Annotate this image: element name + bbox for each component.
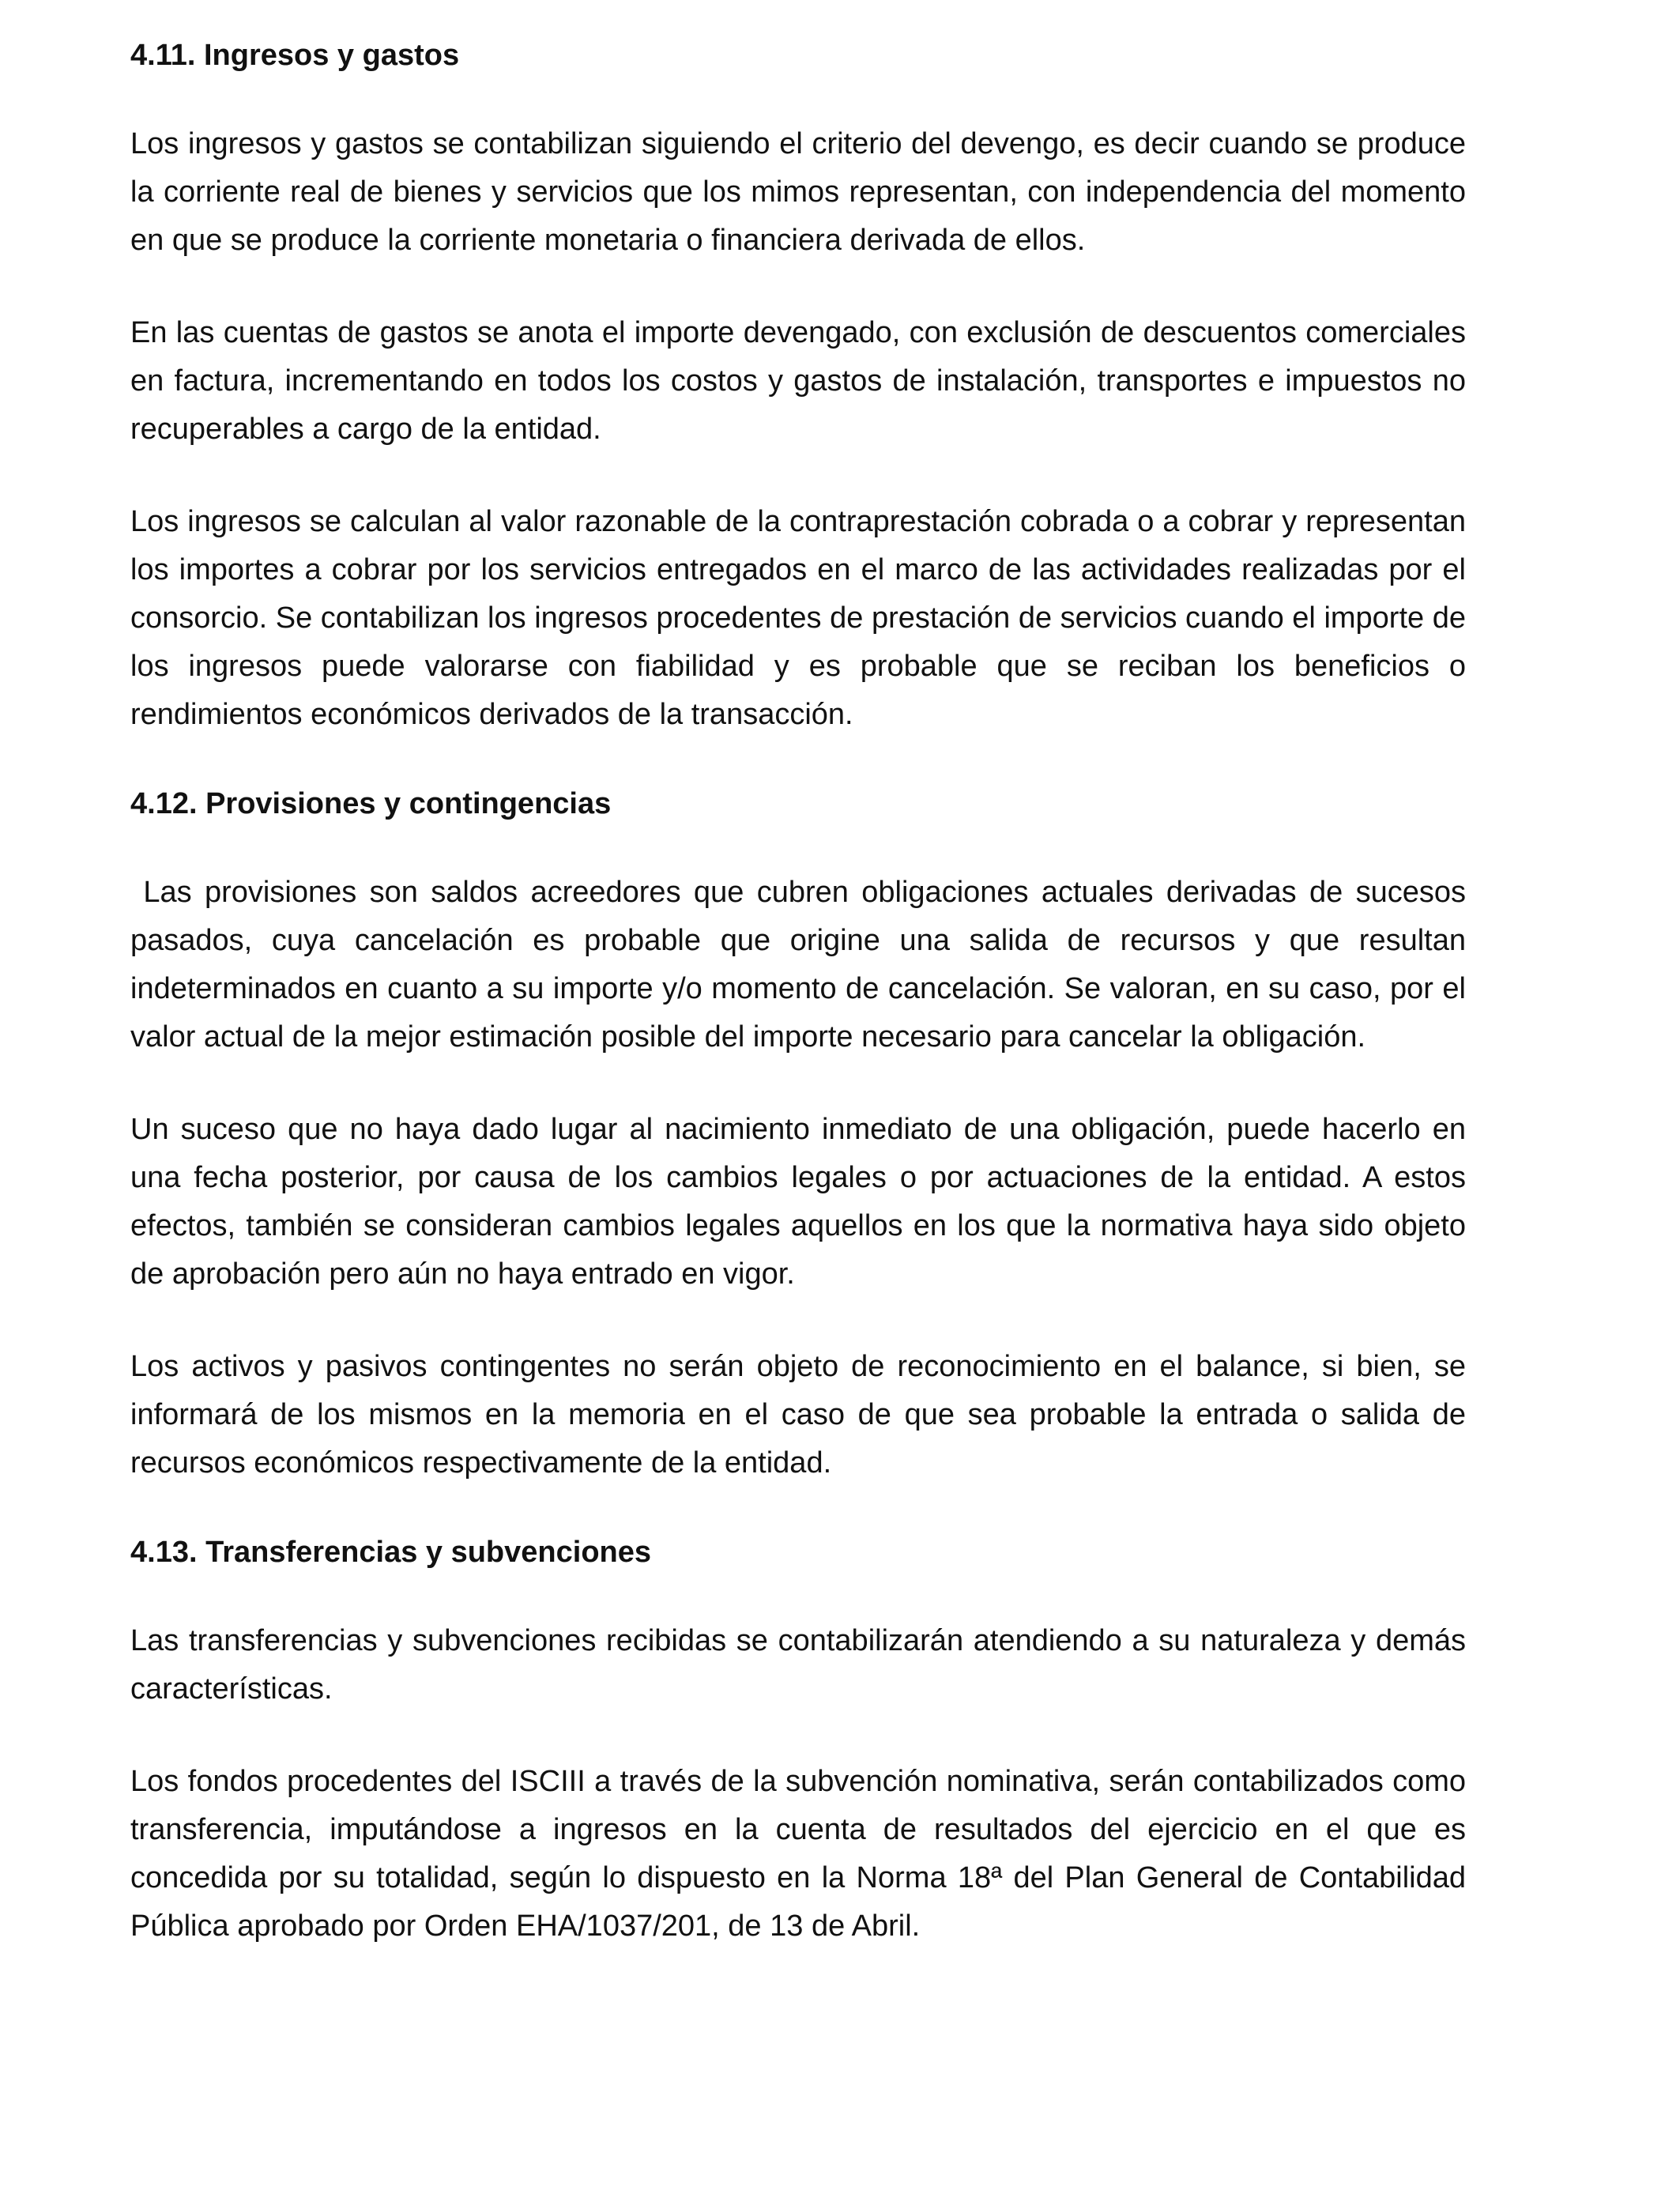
paragraph: Los ingresos y gastos se contabilizan siguiendo el criterio del devengo, es decir cuando se produce la corriente real de bienes y servicios que los mimos representan, con independencia del momento en que se produce la corriente monetaria o financiera derivada de ellos. — [130, 127, 1466, 257]
section-heading: 4.11. Ingresos y gastos — [130, 39, 460, 72]
paragraph: Un suceso que no haya dado lugar al nacimiento inmediato de una obligación, puede hacerlo en una fecha posterior, por causa de los cambios legales o por actuaciones de la entidad. A estos efectos, también se consideran cambios legales aquellos en los que la normativa haya sido objeto de aprobación pero aún no haya entrado en vigor. — [130, 1113, 1466, 1291]
paragraph: Los fondos procedentes del ISCIII a través de la subvención nominativa, serán contabilizados como transferencia, imputándose a ingresos en la cuenta de resultados del ejercicio en el que es concedida por su totalidad, según lo dispuesto en la Norma 18ª del Plan General de Contabilidad Pública aprobado por Orden EHA/1037/201, de 13 de Abril. — [130, 1765, 1466, 1943]
document-page — [130, 35, 1466, 1995]
section-heading: 4.13. Transferencias y subvenciones — [130, 1536, 652, 1569]
section-heading: 4.12. Provisiones y contingencias — [130, 787, 612, 820]
section-ingresos-gastos — [130, 35, 1466, 739]
paragraph: Los ingresos se calculan al valor razonable de la contraprestación cobrada o a cobrar y representan los importes a cobrar por los servicios entregados en el marco de las actividades realizadas por el consorcio. Se contabilizan los ingresos procedentes de prestación de servicios cuando el importe de los ingresos puede valorarse con fiabilidad y es probable que se reciban los beneficios o rendimientos económicos derivados de la transacción. — [130, 505, 1466, 731]
paragraph: Los activos y pasivos contingentes no serán objeto de reconocimiento en el balance, si bien, se informará de los mismos en la memoria en el caso de que sea probable la entrada o salida de recursos económicos respectivamente de la entidad. — [130, 1350, 1466, 1480]
section-provisiones-contingencias — [130, 783, 1466, 1487]
paragraph: Las provisiones son saldos acreedores que cubren obligaciones actuales derivadas de sucesos pasados, cuya cancelación es probable que origine una salida de recursos y que resultan indeterminados en cuanto a su importe y/o momento de cancelación. Se valoran, en su caso, por el valor actual de la mejor estimación posible del importe necesario para cancelar la obligación. — [130, 876, 1466, 1054]
paragraph: Las transferencias y subvenciones recibidas se contabilizarán atendiendo a su naturaleza y demás características. — [130, 1624, 1466, 1706]
paragraph: En las cuentas de gastos se anota el importe devengado, con exclusión de descuentos comerciales en factura, incrementando en todos los costos y gastos de instalación, transportes e impuestos no recuperables a cargo de la entidad. — [130, 316, 1466, 446]
section-transferencias-subvenciones — [130, 1532, 1466, 1951]
